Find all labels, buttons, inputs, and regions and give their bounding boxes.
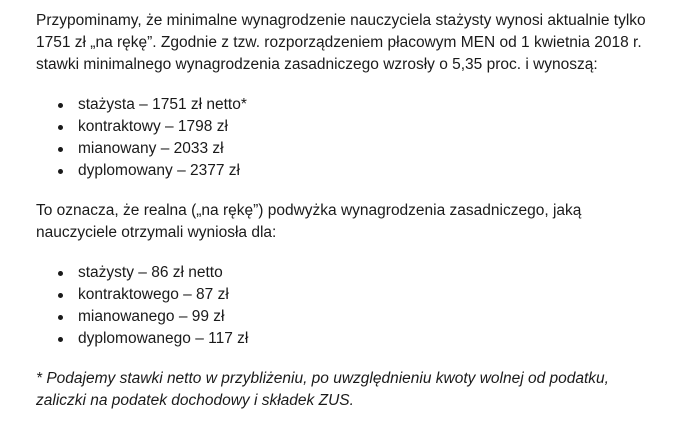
list-item (36, 262, 663, 284)
list-item-text: dyplomowanego – 117 zł (78, 330, 249, 347)
raise-list (36, 262, 663, 350)
list-item (36, 306, 663, 328)
list-item (36, 328, 663, 350)
list-item-text: kontraktowego – 87 zł (78, 286, 229, 303)
list-item (36, 116, 663, 138)
list-item-text: stażysta – 1751 zł netto* (78, 96, 247, 113)
list-item-text: dyplomowany – 2377 zł (78, 162, 240, 179)
list-item (36, 284, 663, 306)
salary-list (36, 94, 663, 182)
intro-paragraph: Przypominamy, że minimalne wynagrodzenie nauczyciela stażysty wynosi aktualnie tylko 1751 zł „na rękę”. Zgodnie z tzw. rozporządzeniem płacowym MEN od 1 kwietnia 2018 r. stawki minimalnego wynagrodzenia zasadniczego wzrosły o 5,35 proc. i wynoszą: (36, 12, 646, 73)
list-item-text: stażysty – 86 zł netto (78, 264, 223, 281)
list-item-text: mianowany – 2033 zł (78, 140, 224, 157)
list-item-text: kontraktowy – 1798 zł (78, 118, 228, 135)
bullet-icon (58, 315, 63, 320)
bullet-icon (58, 147, 63, 152)
bullet-icon (58, 103, 63, 108)
bullet-icon (58, 293, 63, 298)
bullet-icon (58, 271, 63, 276)
bullet-icon (58, 337, 63, 342)
bullet-icon (58, 125, 63, 130)
raise-paragraph: To oznacza, że realna („na rękę”) podwyżka wynagrodzenia zasadniczego, jaką nauczyciele otrzymali wyniosła dla: (36, 202, 582, 241)
list-item (36, 94, 663, 116)
footnote: * Podajemy stawki netto w przybliżeniu, po uwzględnieniu kwoty wolnej od podatku, zaliczki na podatek dochodowy i składek ZUS. (36, 370, 609, 409)
list-item (36, 160, 663, 182)
bullet-icon (58, 169, 63, 174)
list-item (36, 138, 663, 160)
list-item-text: mianowanego – 99 zł (78, 308, 225, 325)
